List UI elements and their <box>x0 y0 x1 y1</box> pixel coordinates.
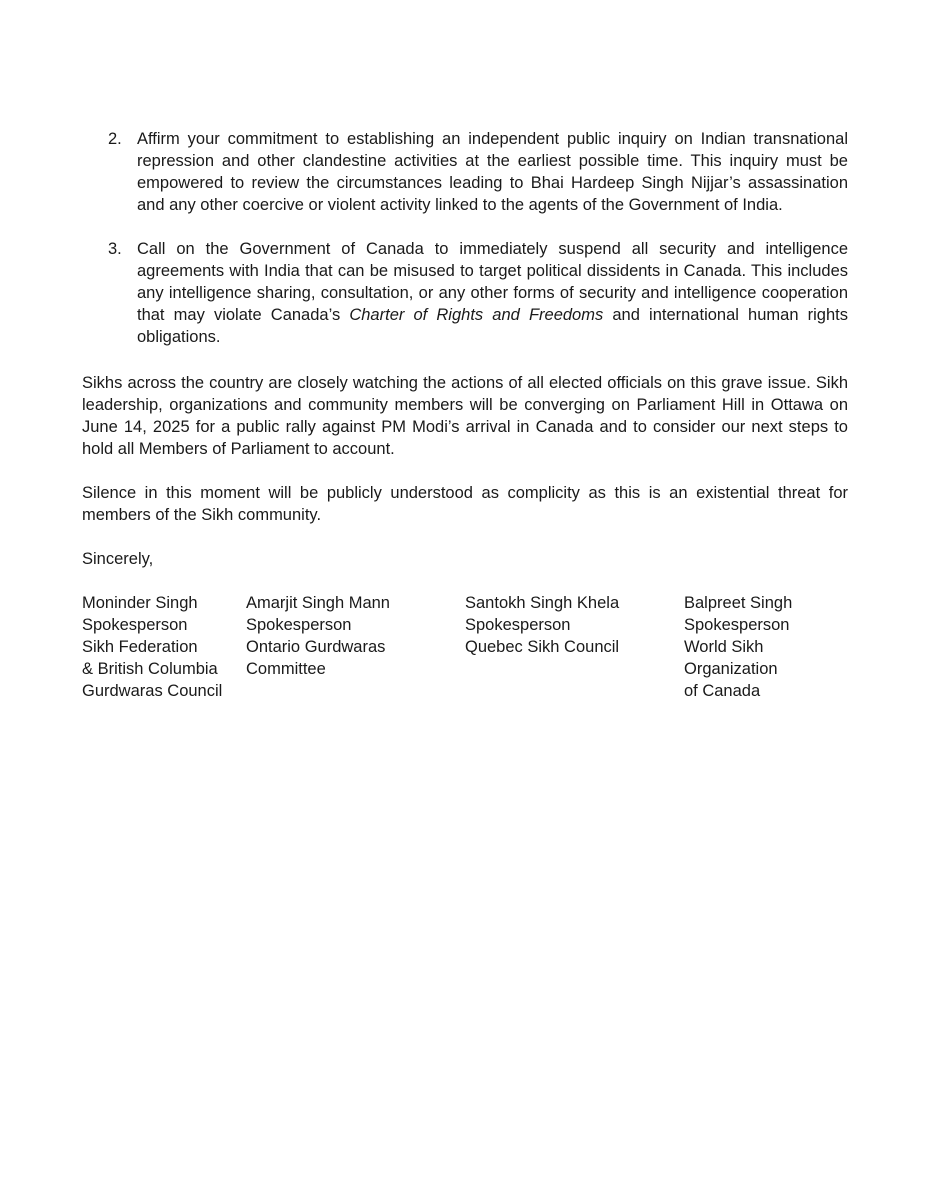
paragraph-silence: Silence in this moment will be publicly understood as complicity as this is an existential threat for members of the Sikh community. <box>82 484 848 524</box>
signatory-santokh-singh-khela <box>465 592 619 658</box>
charter-title: Charter of Rights and Freedoms <box>349 306 604 324</box>
signatory-balpreet-singh <box>684 592 792 702</box>
signatory-name: Santokh Singh Khela <box>465 594 620 612</box>
signatory-org-line: Quebec Sikh Council <box>465 638 620 656</box>
signatory-org-line: Sikh Federation <box>82 638 198 656</box>
signatory-name: Balpreet Singh <box>684 594 793 612</box>
signatory-moninder-singh <box>82 592 222 702</box>
signatory-org-line: & British Columbia <box>82 660 218 678</box>
signatory-org-line: Organization <box>684 660 778 678</box>
list-item-text-end: and international human rights obligations. <box>137 306 848 346</box>
signatory-org-line: Ontario Gurdwaras <box>246 638 386 656</box>
list-item-text-start: Call on the Government of Canada to immediately suspend all security and intelligence agreements with India that can be misused to target political dissidents in Canada. This includes any intelligence sharing, consultation, or any other forms of security and intelligence cooperation that may violate Canada’s <box>137 240 848 324</box>
paragraph-watching: Sikhs across the country are closely watching the actions of all elected officials on this grave issue. Sikh leadership, organizations and community members will be converging on Parliament Hill in Ottawa on June 14, 2025 for a public rally against PM Modi’s arrival in Canada and to consider our next steps to hold all Members of Parliament to account. <box>82 374 848 458</box>
list-item-text: Affirm your commitment to establishing an independent public inquiry on Indian transnational repression and other clandestine activities at the earliest possible time. This inquiry must be empowered to review the circumstances leading to Bhai Hardeep Singh Nijjar’s assassination and any other coercive or violent activity linked to the agents of the Government of India. <box>137 130 848 214</box>
signatory-org-line: Gurdwaras Council <box>82 682 223 700</box>
signatory-org-line: Committee <box>246 660 326 678</box>
signatory-name: Moninder Singh <box>82 594 198 612</box>
signatory-amarjit-singh-mann <box>246 592 390 680</box>
signatory-org-line: of Canada <box>684 682 761 700</box>
signatory-org-line: World Sikh <box>684 638 764 656</box>
signatory-title: Spokesperson <box>246 616 352 634</box>
signatory-title: Spokesperson <box>465 616 571 634</box>
list-item-2 <box>82 128 848 216</box>
signatory-title: Spokesperson <box>684 616 790 634</box>
list-item-text <box>137 238 848 348</box>
list-item-number: 2. <box>108 130 122 148</box>
signatory-title: Spokesperson <box>82 616 188 634</box>
closing-salutation: Sincerely, <box>82 550 154 568</box>
signatory-name: Amarjit Singh Mann <box>246 594 390 612</box>
list-item-number: 3. <box>108 240 122 258</box>
list-item-3 <box>82 238 848 348</box>
